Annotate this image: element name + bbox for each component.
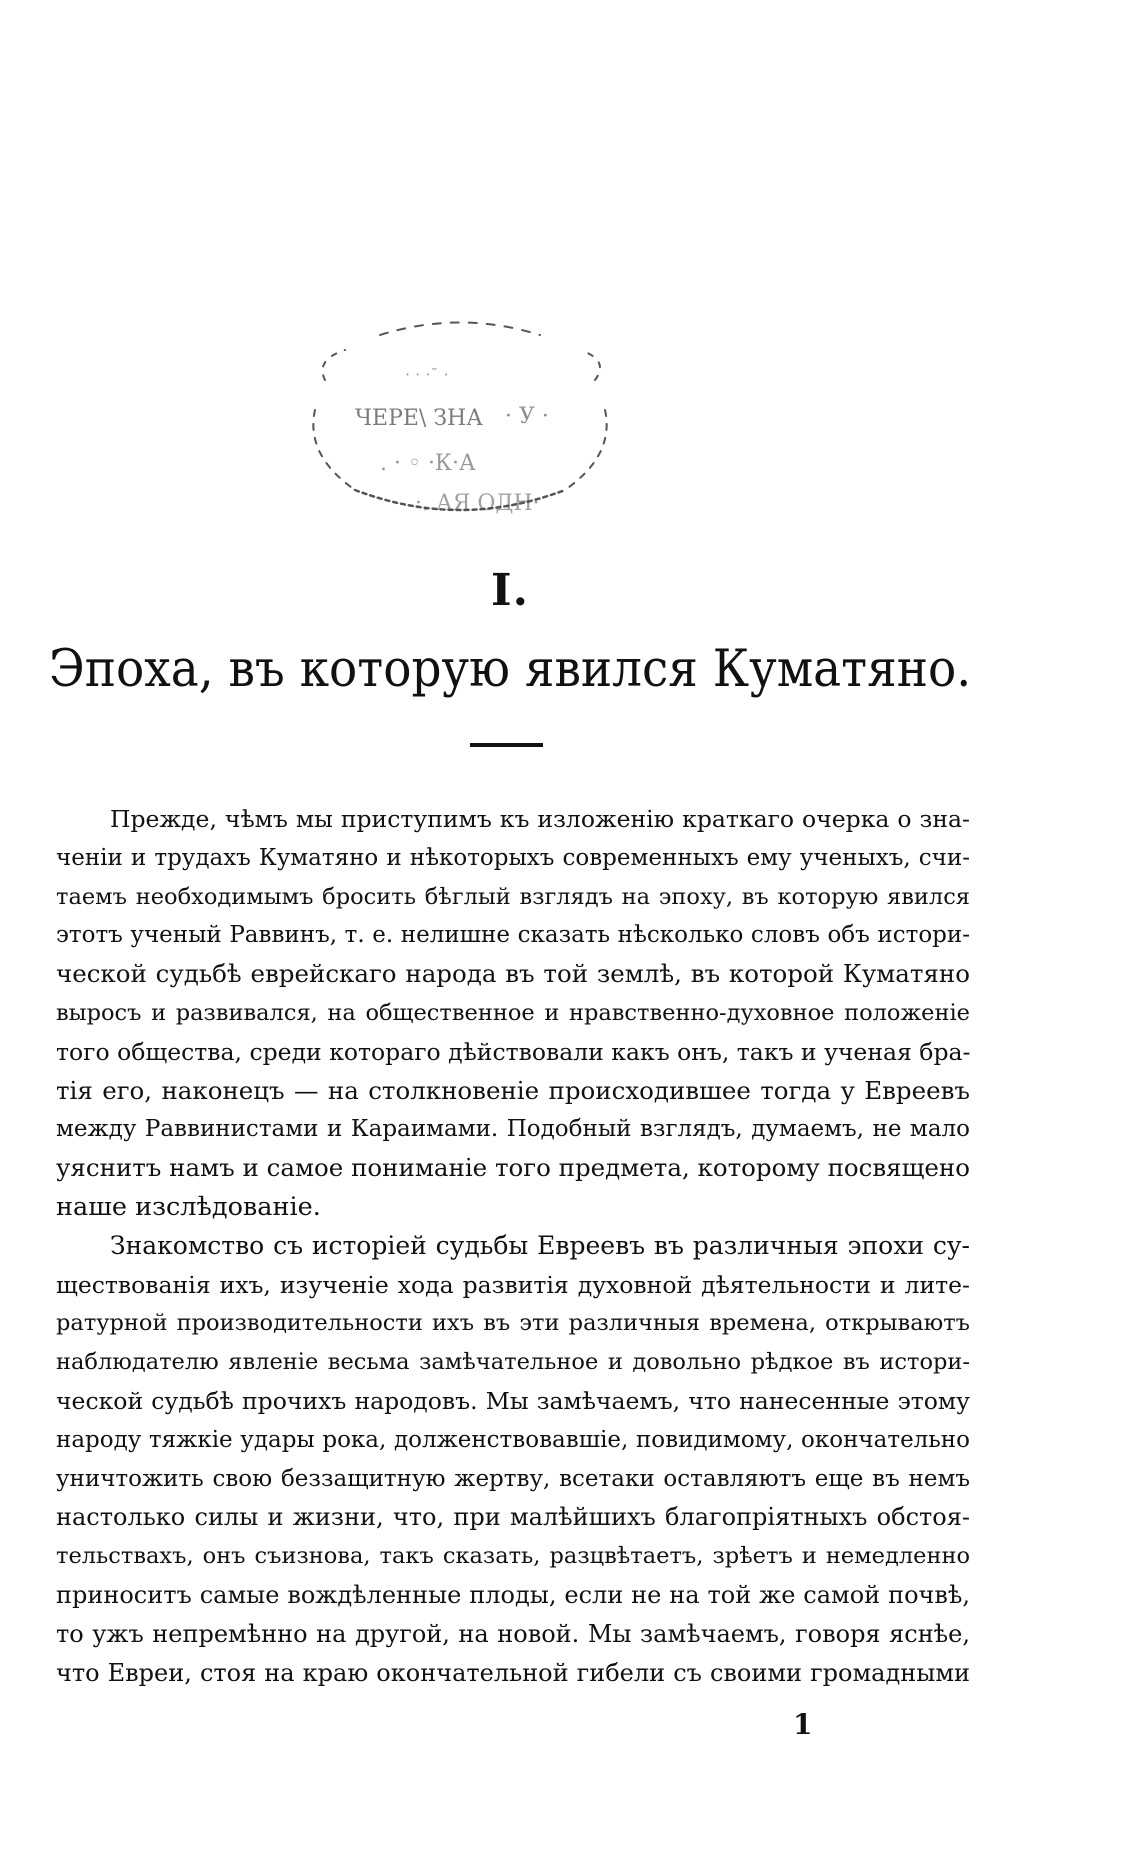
text-line: народу тяжкiе удары рока, долженствовавшiе, повидимому, окончательно (56, 1426, 970, 1453)
text-line: этотъ ученый Раввинъ, т. е. нелишне сказать нѣсколько словъ объ истори- (56, 922, 970, 949)
text-line: наблюдателю явленiе весьма замѣчательное и довольно рѣдкое въ истори- (56, 1349, 970, 1376)
svg-text:. · ◦ ·К·А: . · ◦ ·К·А (380, 451, 476, 476)
text-line: таемъ необходимымъ бросить бѣглый взглядъ на эпоху, въ которую явился (56, 883, 970, 910)
text-line: ческой судьбѣ прочихъ народовъ. Мы замѣчаемъ, что нанесенные этому (56, 1386, 970, 1415)
text-line: настолько силы и жизни, что, при малѣйшихъ благопрiятныхъ обстоя- (56, 1503, 970, 1532)
text-line: то ужъ непремѣнно на другой, на новой. Мы замѣчаемъ, говоря яснѣе, (56, 1619, 970, 1648)
svg-text:ЧЕРЕ\ ЗНА: ЧЕРЕ\ ЗНА (355, 406, 483, 431)
svg-text:· · ·ˉ ·: · · ·ˉ · (405, 365, 449, 384)
text-line: тiя его, наконецъ — на столкновенiе происходившее тогда у Евреевъ (56, 1075, 970, 1105)
page-number: 1 (793, 1708, 813, 1741)
chapter-number: I. (491, 565, 529, 616)
text-line: того общества, среди котораго дѣйствовали какъ онъ, такъ и ученая бра- (56, 1037, 971, 1066)
svg-text:· У ·: · У · (505, 404, 549, 429)
text-line: ченiи и трудахъ Куматяно и нѣкоторыхъ современныхъ ему ученыхъ, счи- (56, 844, 970, 871)
body-text (56, 800, 971, 1692)
text-line: приноситъ самые вождѣленные плоды, если не на той же самой почвѣ, (56, 1580, 970, 1609)
chapter-title: Эпоха, въ которую явился Куматяно. (48, 640, 972, 699)
text-line: ческой судьбѣ еврейскаго народа въ той землѣ, въ которой Куматяно (56, 959, 970, 989)
text-line: ществованiя ихъ, изученiе хода развитiя духовной дѣятельности и лите- (56, 1270, 970, 1299)
title-rule (470, 743, 543, 747)
text-line: наше изслѣдованiе. (56, 1191, 321, 1222)
paragraph-2 (56, 1227, 970, 1693)
text-line: уяснитъ намъ и самое пониманiе того предмета, которому посвящено (56, 1153, 970, 1183)
library-stamp (285, 305, 635, 530)
text-line: тельствахъ, онъ съизнова, такъ сказать, разцвѣтаетъ, зрѣетъ и немедленно (56, 1543, 970, 1570)
paragraph-1 (56, 800, 971, 1227)
text-line: уничтожить свою беззащитную жертву, всетаки оставляютъ еще въ немъ (56, 1465, 970, 1492)
text-line: Знакомство съ исторiей судьбы Евреевъ въ различныя эпохи су- (110, 1230, 970, 1260)
text-line: что Евреи, стоя на краю окончательной гибели съ своими громадными (56, 1658, 970, 1687)
text-line: ратурной производительности ихъ въ эти различныя времена, открываютъ (56, 1310, 970, 1337)
svg-text:·. АЯ ОДН·: ·. АЯ ОДН· (415, 491, 540, 516)
text-line: Прежде, чѣмъ мы приступимъ къ изложенiю краткаго очерка о зна- (110, 805, 970, 833)
text-line: выросъ и развивался, на общественное и нравственно-духовное положенiе (56, 999, 970, 1026)
text-line: между Раввинистами и Караимами. Подобный взглядъ, думаемъ, не мало (56, 1116, 970, 1143)
